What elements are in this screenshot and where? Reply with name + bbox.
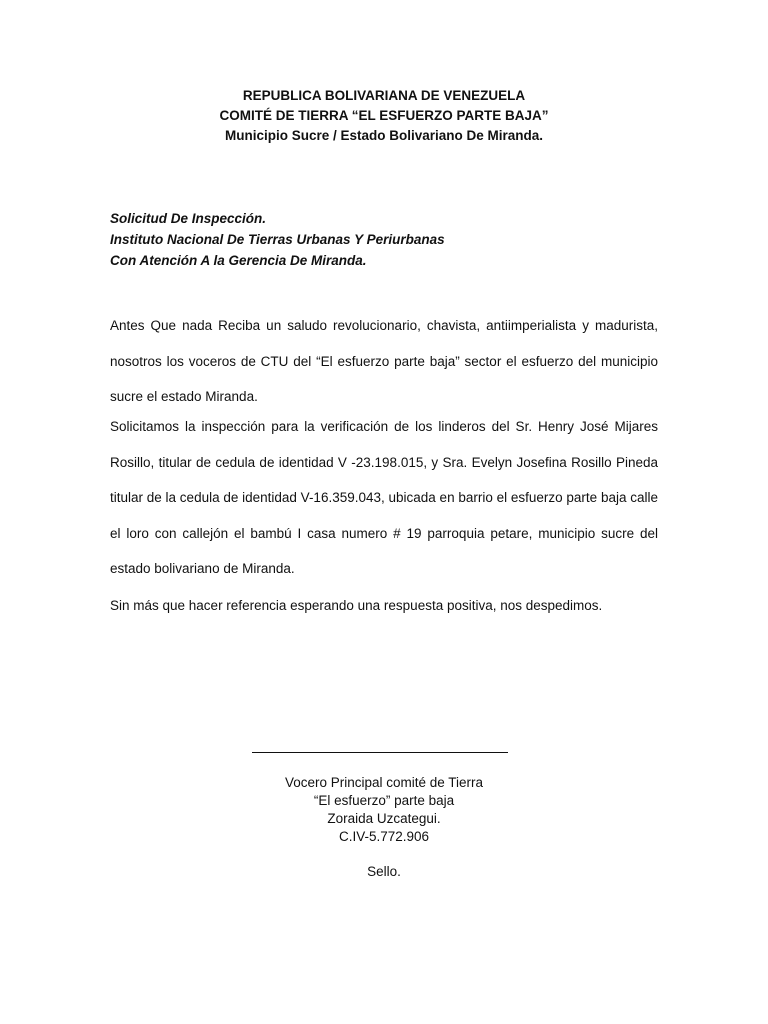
subject-attention: Con Atención A la Gerencia De Miranda.	[110, 253, 367, 268]
signature-role: Vocero Principal comité de Tierra	[284, 775, 484, 790]
document-subject	[110, 208, 670, 271]
subject-title: Solicitud De Inspección.	[110, 211, 267, 226]
signature-line	[252, 752, 508, 753]
signature-seal-label: Sello.	[367, 864, 401, 879]
body-paragraph-closing: Sin más que hacer referencia esperando una respuesta positiva, nos despedimos.	[110, 598, 603, 613]
header-country: REPUBLICA BOLIVARIANA DE VENEZUELA	[242, 88, 526, 103]
signature-name: Zoraida Uzcategui.	[327, 811, 441, 826]
header-committee: COMITÉ DE TIERRA “EL ESFUERZO PARTE BAJA”	[219, 108, 549, 123]
body-paragraph-greeting: Antes Que nada Reciba un saludo revolucionario, chavista, antiimperialista y madurista, nosotros los voceros de CTU del “El esfuerzo parte baja” sector el esfuerzo del municipio sucre el estado Miranda.	[110, 318, 658, 404]
signature-id: C.IV-5.772.906	[338, 829, 430, 844]
document-header	[0, 86, 768, 146]
header-municipality: Municipio Sucre / Estado Bolivariano De Miranda.	[224, 128, 544, 143]
subject-recipient: Instituto Nacional De Tierras Urbanas Y Periurbanas	[110, 232, 445, 247]
body-paragraph-request: Solicitamos la inspección para la verificación de los linderos del Sr. Henry José Mijares Rosillo, titular de cedula de identidad V -23.198.015, y Sra. Evelyn Josefina Rosillo Pineda titular de la cedula de identidad V-16.359.043, ubicada en barrio el esfuerzo parte baja calle el loro con callejón el bambú I casa numero # 19 parroquia petare, municipio sucre del estado bolivariano de Miranda.	[110, 419, 658, 576]
signature-block	[0, 774, 768, 881]
signature-committee: “El esfuerzo” parte baja	[313, 793, 455, 808]
